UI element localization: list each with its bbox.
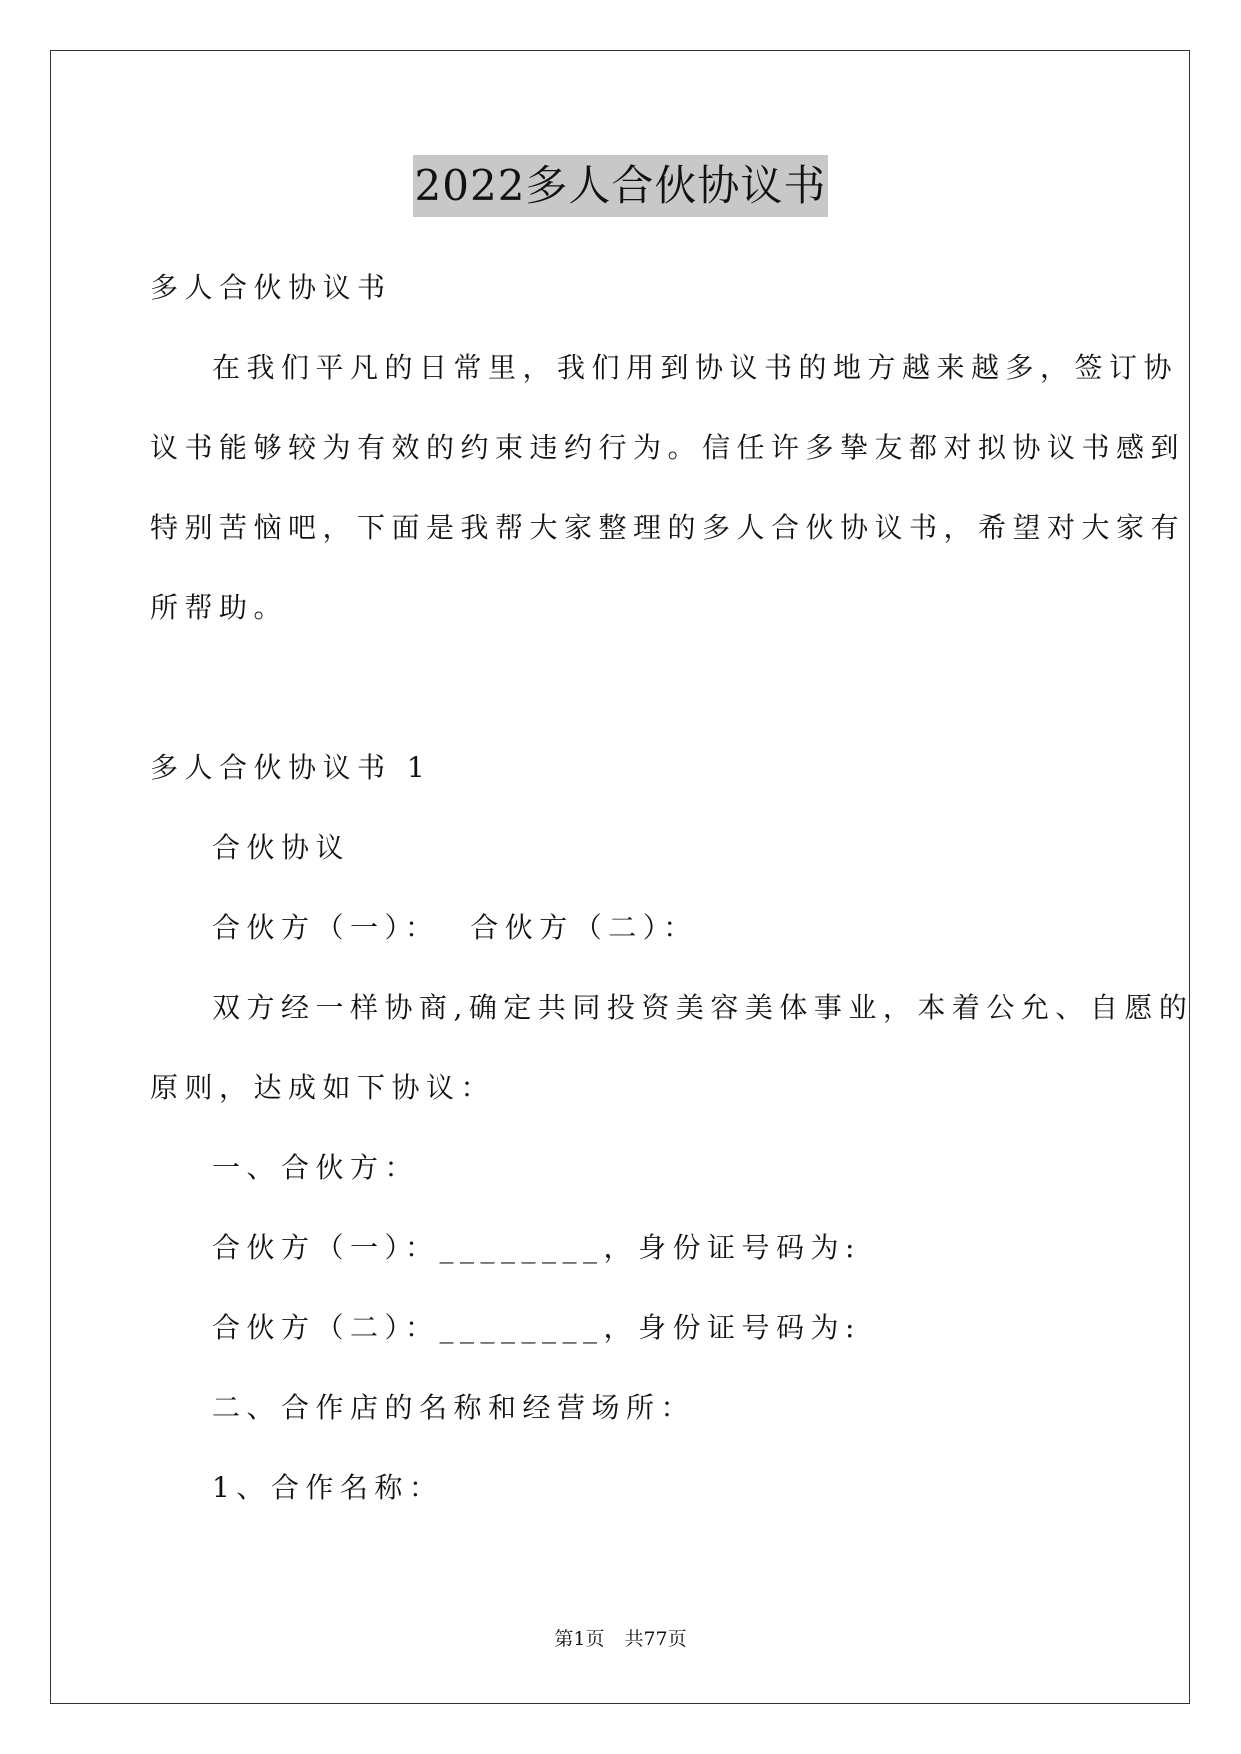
- page-current: 第1页: [554, 1628, 605, 1650]
- intro-line-2: 议书能够较为有效的约束违约行为。信任许多挚友都对拟协议书感到: [150, 431, 1186, 464]
- intro-line-1: 在我们平凡的日常里，我们用到协议书的地方越来越多，签订协: [212, 351, 1179, 384]
- intro-line-4: 所帮助。: [150, 591, 289, 624]
- consult-line-2: 原则，达成如下协议：: [150, 1071, 496, 1104]
- parties-line: 合伙方（一）： 合伙方（二）：: [212, 911, 698, 944]
- page-total: 共77页: [624, 1628, 687, 1650]
- page-footer: [0, 1627, 1241, 1651]
- intro-line-3: 特别苦恼吧，下面是我帮大家整理的多人合伙协议书，希望对大家有: [150, 511, 1186, 544]
- consult-line-1: 双方经一样协商,确定共同投资美容美体事业，本着公允、自愿的: [212, 991, 1194, 1024]
- party-one-line: 合伙方（一）：________，身份证号码为:: [212, 1231, 861, 1264]
- clause-two-heading: 二、合作店的名称和经营场所：: [212, 1391, 696, 1424]
- section-heading: 多人合伙协议书 1: [150, 751, 432, 784]
- clause-one-heading: 一、合伙方：: [212, 1151, 420, 1184]
- document-subtitle: 多人合伙协议书: [150, 271, 392, 304]
- document-title: 2022多人合伙协议书: [413, 155, 829, 217]
- party-two-line: 合伙方（二）：________，身份证号码为:: [212, 1311, 861, 1344]
- agreement-title: 合伙协议: [212, 831, 351, 864]
- title-wrap: [0, 155, 1241, 217]
- item-one: 1、合作名称：: [212, 1471, 444, 1504]
